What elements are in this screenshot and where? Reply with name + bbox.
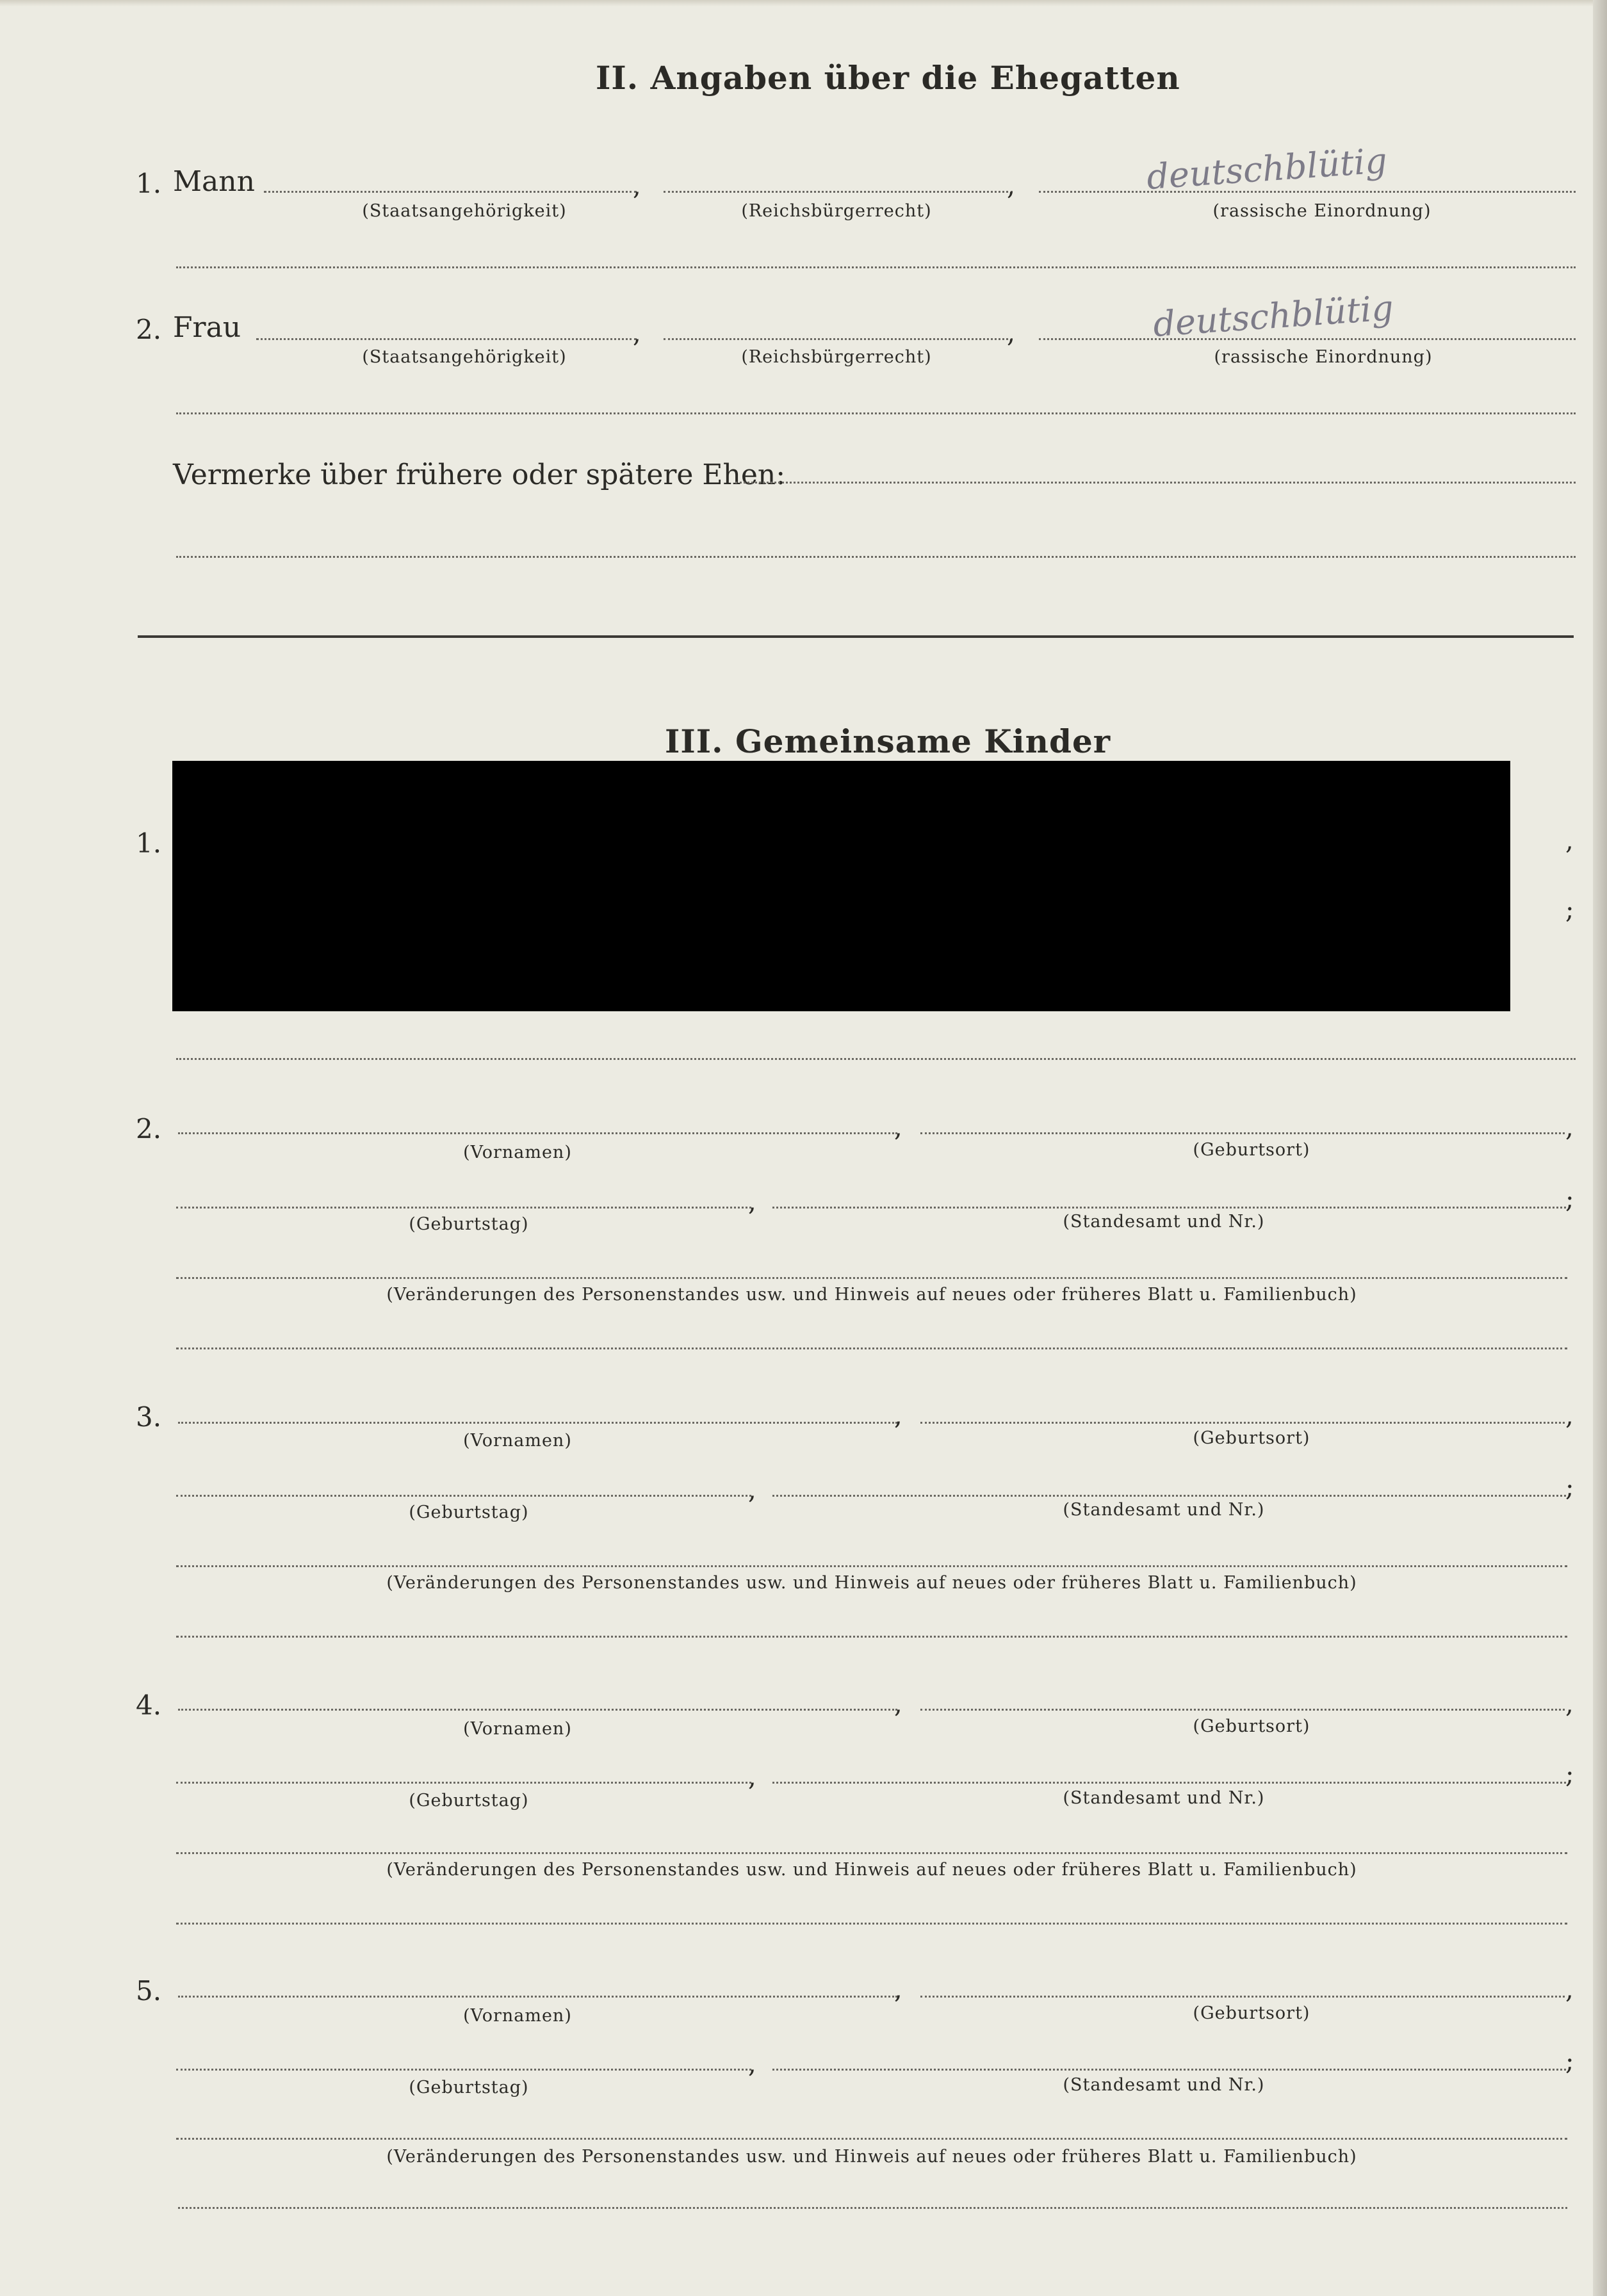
child-2-standesamt-field[interactable] [772, 1207, 1566, 1209]
child-2-geburtsort-field[interactable] [920, 1132, 1565, 1134]
vermerke-extra-line[interactable] [176, 556, 1576, 558]
vermerke-field[interactable] [735, 482, 1576, 484]
child-4-standesamt-field[interactable] [772, 1782, 1566, 1784]
page-top-edge [0, 0, 1607, 6]
child-4-caption-geburtstag: (Geburtstag) [409, 1791, 529, 1811]
child-5-number: 5. [136, 1975, 162, 2007]
frau-reichsbuergerrecht-field[interactable] [664, 338, 1013, 340]
vermerke-label: Vermerke über frühere oder spätere Ehen: [173, 459, 786, 491]
child-5-caption-geburtsort: (Geburtsort) [1193, 2003, 1310, 2023]
mann-label: Mann [173, 165, 255, 198]
child-3-extra-line[interactable] [176, 1636, 1567, 1638]
child-2-geburtstag-field[interactable] [176, 1207, 751, 1209]
frau-extra-line[interactable] [176, 412, 1576, 414]
child-4-vornamen-field[interactable] [178, 1709, 897, 1711]
frau-label: Frau [173, 311, 241, 344]
child-4-geburtstag-field[interactable] [176, 1782, 751, 1784]
child-3-caption-geburtsort: (Geburtsort) [1193, 1428, 1310, 1448]
child-2-caption-geburtstag: (Geburtstag) [409, 1214, 529, 1234]
child-1-number: 1. [136, 827, 162, 859]
child-2-number: 2. [136, 1113, 162, 1144]
child-5-caption-geburtstag: (Geburtstag) [409, 2078, 529, 2097]
child-2-caption-veraenderungen: (Veränderungen des Personenstandes usw. und Hinweis auf neues oder früheres Blatt u. Familienbuch) [386, 1285, 1357, 1305]
child-4-caption-vornamen: (Vornamen) [463, 1719, 572, 1739]
child-3-number: 3. [136, 1401, 162, 1433]
child-2-caption-standesamt: (Standesamt und Nr.) [1063, 1212, 1265, 1232]
mann-rassische-einordnung-field[interactable] [1039, 191, 1576, 193]
frau-caption-rassische-einordnung: (rassische Einordnung) [1214, 347, 1433, 367]
child-5-vornamen-field[interactable] [178, 1996, 897, 1998]
child-2-vornamen-field[interactable] [178, 1132, 897, 1134]
child-5-extra-line[interactable] [178, 2207, 1567, 2209]
mann-caption-staatsangehoerigkeit: (Staatsangehörigkeit) [362, 201, 567, 221]
child-4-caption-veraenderungen: (Veränderungen des Personenstandes usw. und Hinweis auf neues oder früheres Blatt u. Familienbuch) [386, 1860, 1357, 1880]
child-4-veraenderungen-field[interactable] [176, 1852, 1567, 1854]
child-4-number: 4. [136, 1689, 162, 1721]
child-3-caption-geburtstag: (Geburtstag) [409, 1502, 529, 1522]
frau-staatsangehoerigkeit-field[interactable] [256, 338, 637, 340]
child-3-caption-standesamt: (Standesamt und Nr.) [1063, 1500, 1265, 1520]
child-3-geburtsort-field[interactable] [920, 1422, 1565, 1424]
child-5-caption-vornamen: (Vornamen) [463, 2006, 572, 2026]
child-2-caption-vornamen: (Vornamen) [463, 1143, 572, 1162]
frau-rassische-einordnung-field[interactable] [1039, 338, 1576, 340]
frau-handwritten-entry: deutschblütig [1152, 287, 1395, 345]
frau-number: 2. [136, 314, 162, 345]
section-3-title: III. Gemeinsame Kinder [665, 722, 1111, 760]
child-3-caption-veraenderungen: (Veränderungen des Personenstandes usw. und Hinweis auf neues oder früheres Blatt u. Familienbuch) [386, 1573, 1357, 1593]
child-2-extra-line[interactable] [176, 1347, 1567, 1349]
redaction-block [172, 761, 1510, 1011]
child-4-caption-standesamt: (Standesamt und Nr.) [1063, 1788, 1265, 1808]
mann-caption-reichsbuergerrecht: (Reichsbürgerrecht) [741, 201, 932, 221]
child-2-veraenderungen-field[interactable] [176, 1277, 1567, 1279]
child-4-extra-line[interactable] [176, 1923, 1567, 1925]
child-5-geburtstag-field[interactable] [176, 2069, 751, 2071]
child-4-caption-geburtsort: (Geburtsort) [1193, 1716, 1310, 1736]
child-3-vornamen-field[interactable] [178, 1422, 897, 1424]
child-4-geburtsort-field[interactable] [920, 1709, 1565, 1711]
mann-number: 1. [136, 168, 162, 199]
child-3-geburtstag-field[interactable] [176, 1495, 751, 1497]
child-3-caption-vornamen: (Vornamen) [463, 1431, 572, 1451]
child-5-caption-veraenderungen: (Veränderungen des Personenstandes usw. und Hinweis auf neues oder früheres Blatt u. Familienbuch) [386, 2147, 1357, 2167]
frau-caption-reichsbuergerrecht: (Reichsbürgerrecht) [741, 347, 932, 367]
form-page: II. Angaben über die Ehegatten 1. Mann , , deutschblütig (Staatsangehörigkeit) (Reichsbürgerrecht) (rassische Einordnung) 2. Frau , , deutschblütig (Staatsangehörigkeit) (Reichsbürgerrecht) (rassische Einordnung) Vermerke über frühere oder spätere Ehen: III. Gemeinsame Kinder 1. , ; 2. , , (Vornamen) (Geburtsort) , ; (Geburtstag) (Standesamt und Nr.) (Veränderungen des Personenstandes usw. und Hinweis auf neues oder früheres Blatt u. Familienbuch) 3. , , (Vornamen) (Geburtsort) , ; (Geburtstag) (Standesamt und Nr.) (Veränderungen des Personenstandes usw. und Hinweis auf neues oder früheres Blatt u. Familienbuch) 4. , , (Vornamen) (Geburtsort) , ; (Geburtstag) (Standesamt und Nr.) (Veränderungen des Personenstandes usw. und Hinweis auf neues oder früheres Blatt u. Familienbuch) 5. , , (Vornamen) (Geburtsort) , ; (Geburtstag) (Standesamt und Nr.) (Veränderungen des Personenstandes usw. und Hinweis auf neues oder früheres Blatt u. Familienbuch) [0, 0, 1607, 2296]
child-5-standesamt-field[interactable] [772, 2069, 1566, 2071]
frau-caption-staatsangehoerigkeit: (Staatsangehörigkeit) [362, 347, 567, 367]
mann-extra-line[interactable] [176, 266, 1576, 268]
mann-handwritten-entry: deutschblütig [1145, 140, 1389, 198]
mann-staatsangehoerigkeit-field[interactable] [264, 191, 637, 193]
section-2-title: II. Angaben über die Ehegatten [596, 59, 1180, 97]
mann-caption-rassische-einordnung: (rassische Einordnung) [1212, 201, 1432, 221]
mann-reichsbuergerrecht-field[interactable] [664, 191, 1013, 193]
child-5-veraenderungen-field[interactable] [176, 2138, 1567, 2140]
child-3-veraenderungen-field[interactable] [176, 1565, 1567, 1567]
child-1-extra-line[interactable] [176, 1058, 1576, 1060]
section-divider [138, 635, 1574, 638]
child-5-caption-standesamt: (Standesamt und Nr.) [1063, 2075, 1265, 2095]
child-3-standesamt-field[interactable] [772, 1495, 1566, 1497]
child-5-geburtsort-field[interactable] [920, 1996, 1565, 1998]
page-right-edge [1593, 0, 1607, 2296]
child-2-caption-geburtsort: (Geburtsort) [1193, 1140, 1310, 1160]
